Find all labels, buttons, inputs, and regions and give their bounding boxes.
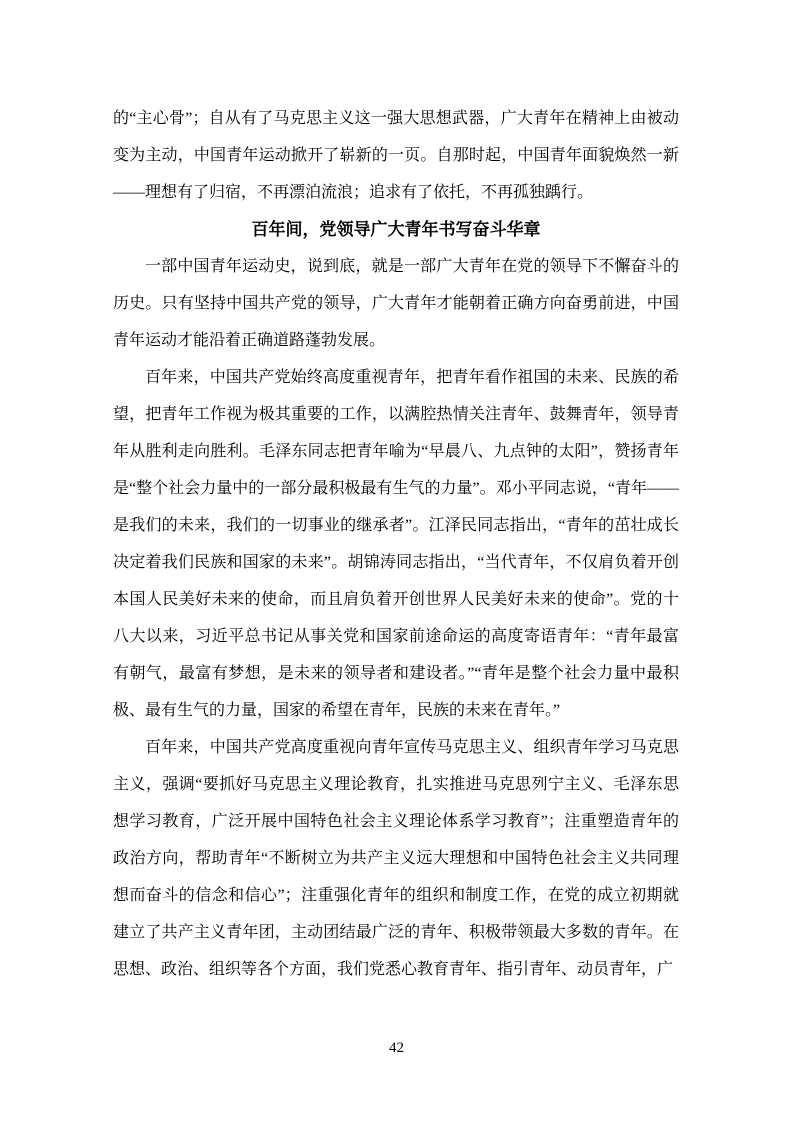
page-content [113,100,679,988]
paragraph-1: 一部中国青年运动史，说到底，就是一部广大青年在党的领导下不懈奋斗的历史。只有坚持中国共产党的领导，广大青年才能朝着正确方向奋勇前进，中国青年运动才能沿着正确道路蓬勃发展。 [113,258,679,349]
page-number: 42 [389,1040,404,1056]
paragraph-3: 百年来，中国共产党高度重视向青年宣传马克思主义、组织青年学习马克思主义，强调“要抓好马克思主义理论教育，扎实推进马克思列宁主义、毛泽东思想学习教育，广泛开展中国特色社会主义理论体系学习教育”；注重塑造青年的政治方向，帮助青年“不断树立为共产主义远大理想和中国特色社会主义共同理想而奋斗的信念和信心”；注重强化青年的组织和制度工作，在党的成立初期就建立了共产主义青年团，主动团结最广泛的青年、积极带领最大多数的青年。在思想、政治、组织等各个方面，我们党悉心教育青年、指引青年、动员青年，广 [113,739,679,978]
paragraph-2: 百年来，中国共产党始终高度重视青年，把青年看作祖国的未来、民族的希望，把青年工作视为极其重要的工作，以满腔热情关注青年、鼓舞青年，领导青年从胜利走向胜利。毛泽东同志把青年喻为“早晨八、九点钟的太阳”，赞扬青年是“整个社会力量中的一部分最积极最有生气的力量”。邓小平同志说，“青年——是我们的未来，我们的一切事业的继承者”。江泽民同志指出，“青年的茁壮成长决定着我们民族和国家的未来”。胡锦涛同志指出，“当代青年，不仅肩负着开创本国人民美好未来的使命，而且肩负着开创世界人民美好未来的使命”。党的十八大以来，习近平总书记从事关党和国家前途命运的高度寄语青年：“青年最富有朝气，最富有梦想，是未来的领导者和建设者。”“青年是整个社会力量中最积极、最有生气的力量，国家的希望在青年，民族的未来在青年。” [113,369,679,719]
section-heading: 百年间，党领导广大青年书写奋斗华章 [251,220,541,239]
paragraph-continuation: 的“主心骨”；自从有了马克思主义这一强大思想武器，广大青年在精神上由被动变为主动，中国青年运动掀开了崭新的一页。自那时起，中国青年面貌焕然一新——理想有了归宿，不再漂泊流浪；追求有了依托，不再孤独踽行。 [113,110,679,201]
